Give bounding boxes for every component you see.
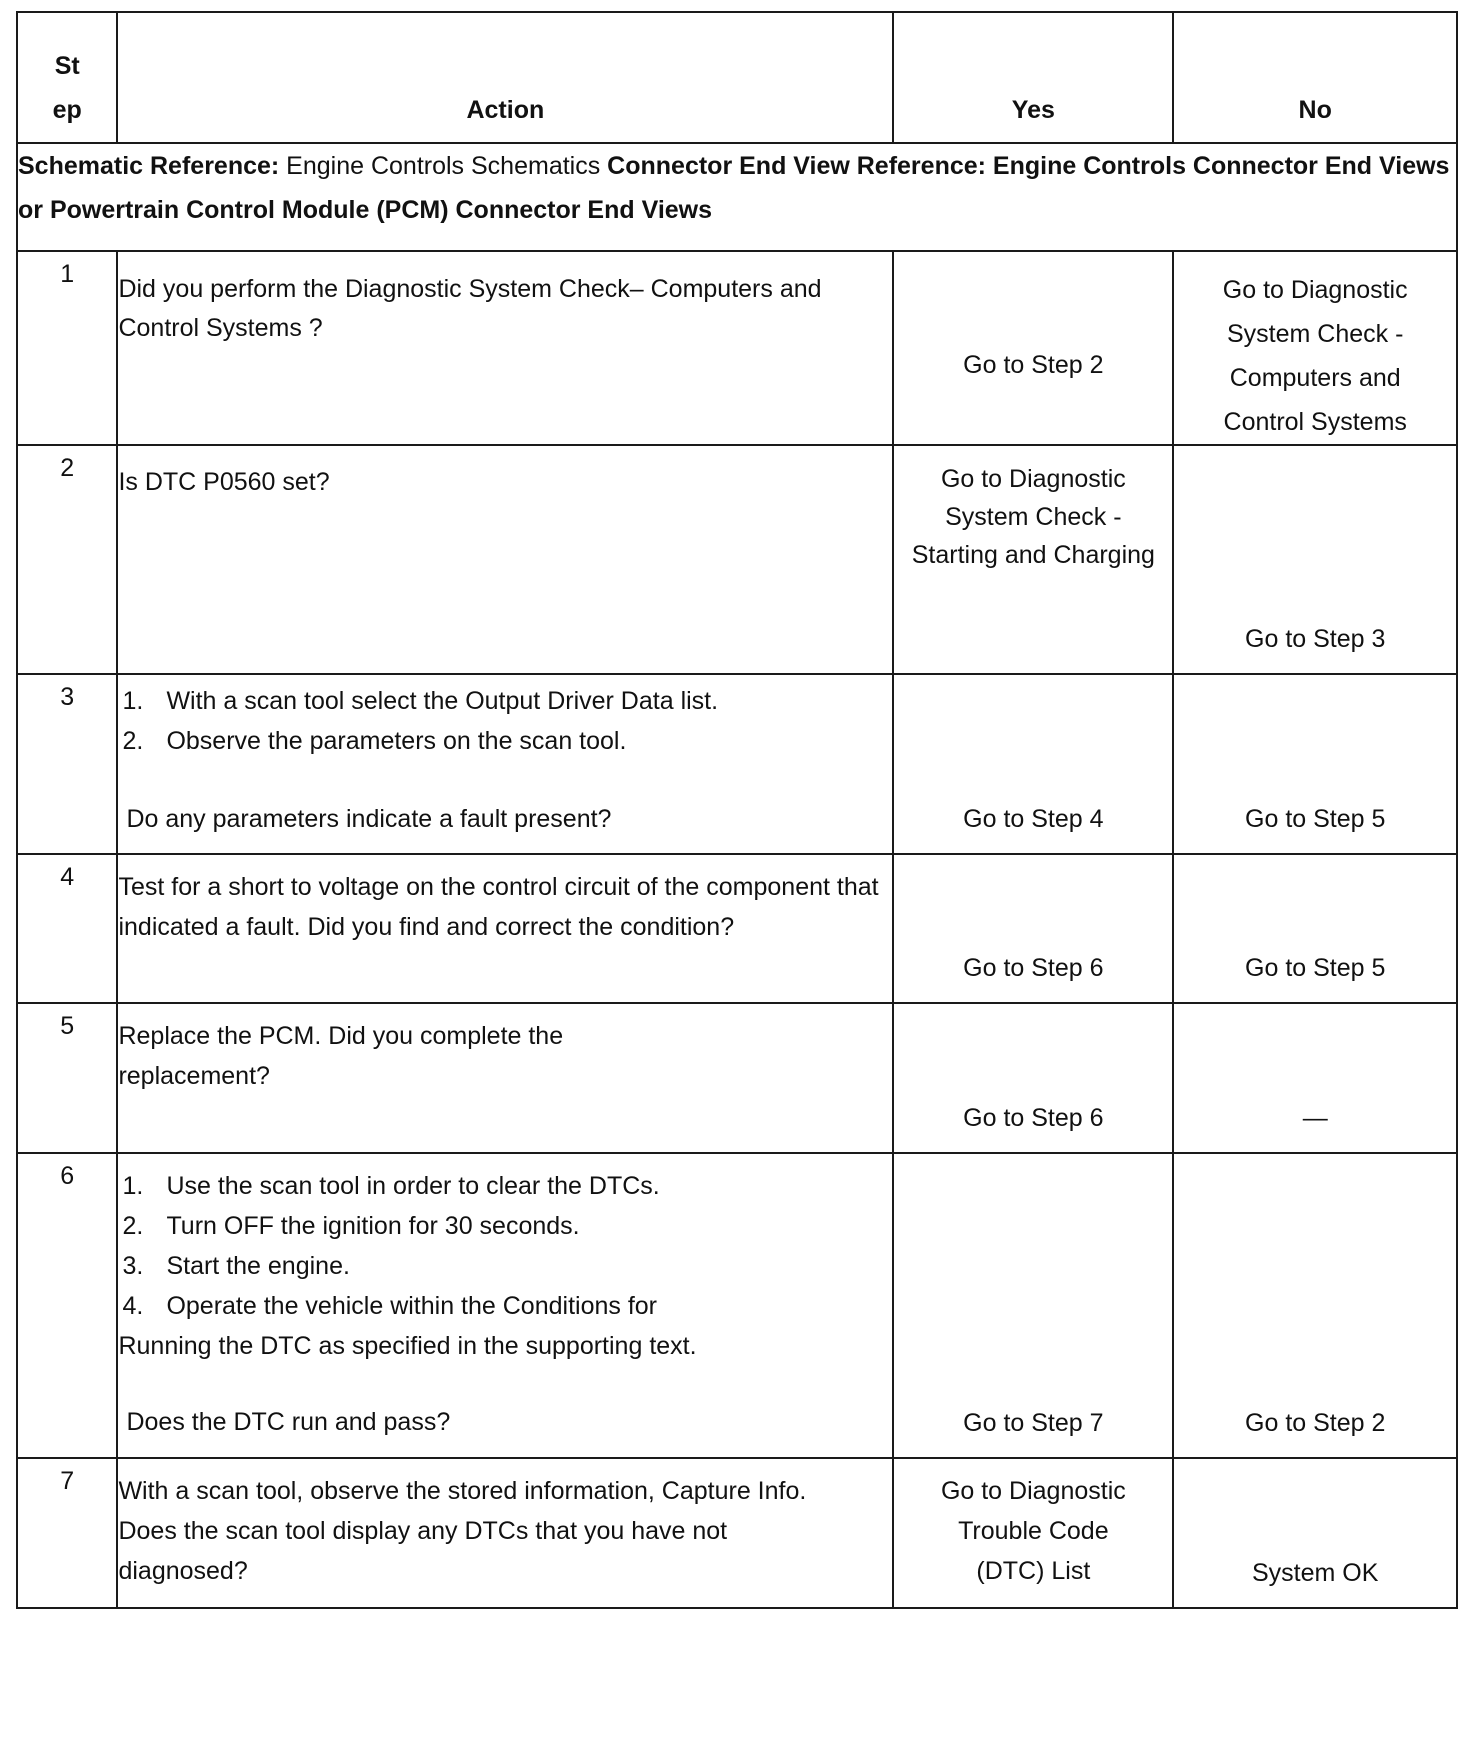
header-yes: Yes (893, 12, 1173, 143)
table-row (17, 445, 1457, 674)
yes-cell: Go to Step 4 (893, 674, 1173, 854)
continuation-text: Running the DTC as specified in the supporting text. (118, 1332, 697, 1360)
question-text: Do any parameters indicate a fault present? (126, 805, 612, 833)
action-text: With a scan tool, observe the stored information, Capture Info. Does the scan tool display any DTCs that you have not diagnosed? (117, 1458, 893, 1608)
action-text (117, 1153, 893, 1458)
table-row (17, 1003, 1457, 1153)
no-cell: Go to Step 3 (1173, 445, 1457, 674)
yes-cell: Go to Step 7 (893, 1153, 1173, 1458)
list-item: 1. Use the scan tool in order to clear the DTCs. (122, 1172, 660, 1200)
no-cell: — (1173, 1003, 1457, 1153)
reference-row (17, 143, 1457, 251)
yes-cell: Go to Diagnostic Trouble Code (DTC) List (893, 1458, 1173, 1608)
yes-cell: Go to Step 2 (893, 251, 1173, 445)
step-number: 4 (17, 854, 117, 1003)
step-number: 6 (17, 1153, 117, 1458)
action-text: Replace the PCM. Did you complete the replacement? (117, 1003, 893, 1153)
table-row (17, 251, 1457, 445)
step-number: 5 (17, 1003, 117, 1153)
table-row (17, 1458, 1457, 1608)
header-no: No (1173, 12, 1457, 143)
yes-cell: Go to Step 6 (893, 854, 1173, 1003)
yes-cell: Go to Diagnostic System Check - Starting and Charging (893, 445, 1173, 674)
action-text: Did you perform the Diagnostic System Check– Computers and Control Systems ? (117, 251, 893, 445)
header-action: Action (117, 12, 893, 143)
no-cell: Go to Step 5 (1173, 854, 1457, 1003)
action-text (117, 674, 893, 854)
yes-cell: Go to Step 6 (893, 1003, 1173, 1153)
table-row (17, 1153, 1457, 1458)
no-cell: Go to Step 5 (1173, 674, 1457, 854)
table-row (17, 854, 1457, 1003)
action-text: Is DTC P0560 set? (117, 445, 893, 674)
no-cell: Go to Step 2 (1173, 1153, 1457, 1458)
step-number: 7 (17, 1458, 117, 1608)
list-item: 3. Start the engine. (122, 1252, 350, 1280)
list-item: 2. Observe the parameters on the scan tool. (122, 727, 627, 755)
step-number: 2 (17, 445, 117, 674)
action-text: Test for a short to voltage on the control circuit of the component that indicated a fault. Did you find and correct the condition? (117, 854, 893, 1003)
step-number: 3 (17, 674, 117, 854)
reference-cell: Schematic Reference: Engine Controls Schematics Connector End View Reference: Engine Controls Connector End Views or Powertrain Control Module (PCM) Connector End Views (17, 143, 1457, 251)
step-number: 1 (17, 251, 117, 445)
list-item: 2. Turn OFF the ignition for 30 seconds. (122, 1212, 580, 1240)
question-text: Does the DTC run and pass? (126, 1408, 451, 1436)
table-row (17, 674, 1457, 854)
list-item: 4. Operate the vehicle within the Conditions for (122, 1292, 658, 1320)
no-cell: System OK (1173, 1458, 1457, 1608)
header-step: St ep (17, 12, 117, 143)
diagnostic-table (16, 11, 1458, 1609)
no-cell: Go to Diagnostic System Check - Computers and Control Systems (1173, 251, 1457, 445)
list-item: 1. With a scan tool select the Output Driver Data list. (122, 687, 719, 715)
header-row (17, 12, 1457, 143)
